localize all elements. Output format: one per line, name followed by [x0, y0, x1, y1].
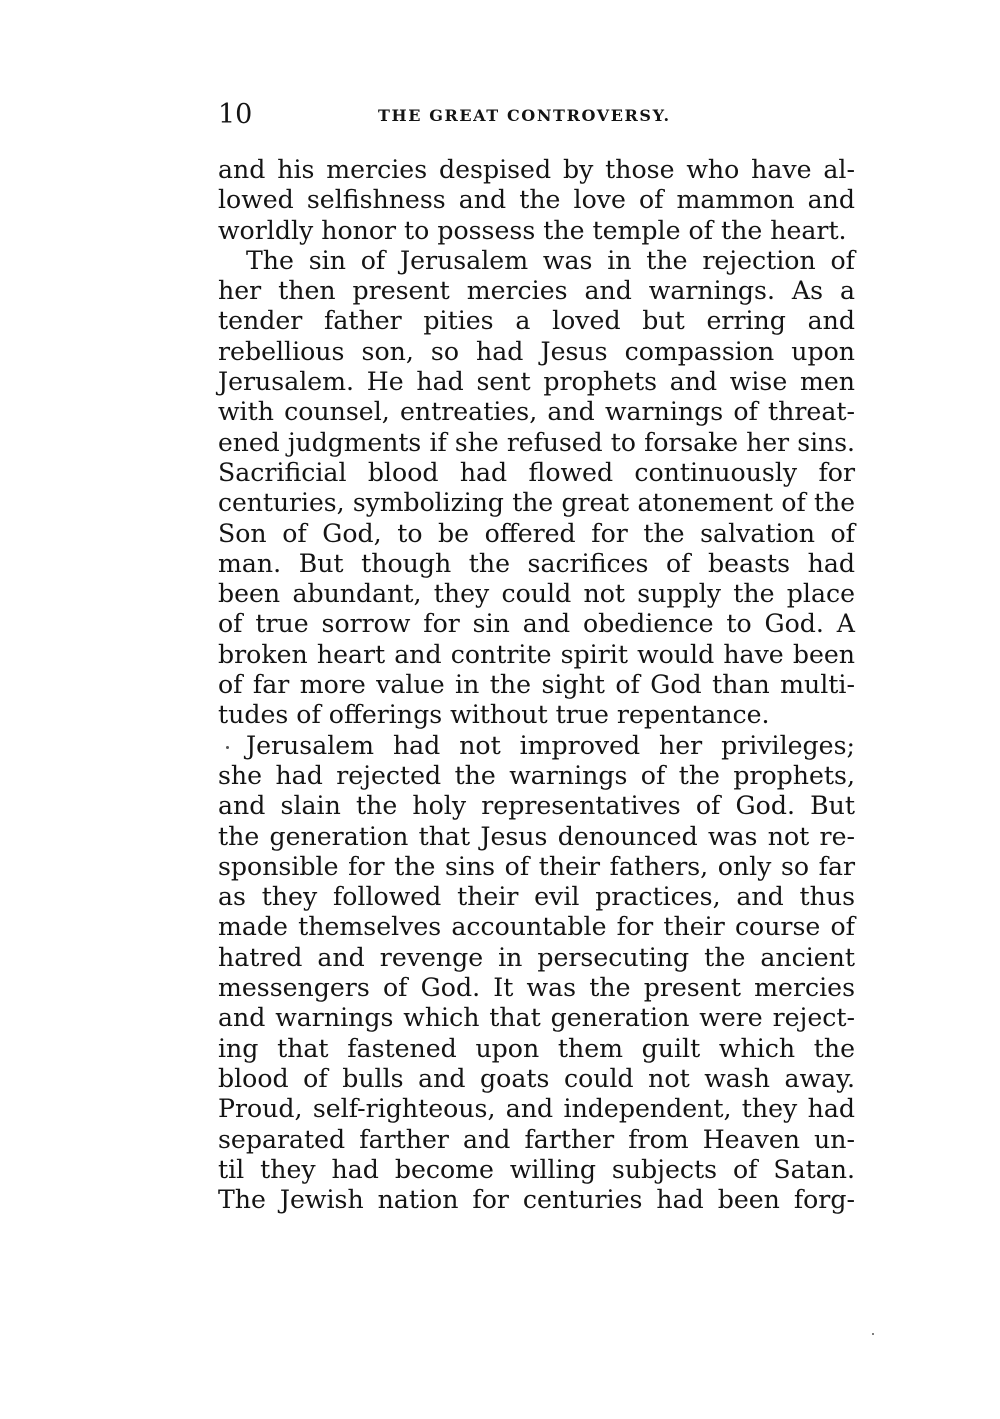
print-speck [872, 1333, 874, 1335]
text-line: separated farther and farther from Heaven un- [218, 1124, 855, 1154]
text-line: ened judgments if she refused to forsake her sins. [218, 427, 855, 457]
text-line: ing that fastened upon them guilt which the [218, 1033, 855, 1063]
text-line: lowed selfishness and the love of mammon and [218, 185, 855, 215]
text-line: Jerusalem. He had sent prophets and wise men [218, 367, 855, 397]
text-line: The Jewish nation for centuries had been forg- [218, 1185, 855, 1215]
text-line: Son of God, to be offered for the salvation of [218, 518, 855, 548]
running-head [218, 98, 855, 132]
text-line: and slain the holy representatives of God. But [218, 791, 855, 821]
text-line: as they followed their evil practices, and thus [218, 882, 855, 912]
text-line: centuries, symbolizing the great atonement of the [218, 488, 855, 518]
text-line: broken heart and contrite spirit would have been [218, 639, 855, 669]
text-line: Proud, self-righteous, and independent, they had [218, 1094, 855, 1124]
text-line: tender father pities a loved but erring and [218, 306, 855, 336]
text-line: made themselves accountable for their course of [218, 912, 855, 942]
book-title: THE GREAT CONTROVERSY. [378, 106, 671, 125]
text-line: rebellious son, so had Jesus compassion upon [218, 336, 855, 366]
text-line: til they had become willing subjects of Satan. [218, 1154, 855, 1184]
text-line: she had rejected the warnings of the prophets, [218, 760, 855, 790]
text-line: and warnings which that generation were reject- [218, 1003, 855, 1033]
text-line: messengers of God. It was the present mercies [218, 973, 855, 1003]
text-line: Jerusalem had not improved her privileges; [246, 730, 855, 760]
print-speck [226, 746, 229, 749]
text-line: worldly honor to possess the temple of the heart. [218, 215, 847, 245]
text-line: blood of bulls and goats could not wash away. [218, 1063, 855, 1093]
text-line: The sin of Jerusalem was in the rejection of [246, 245, 855, 275]
text-line: sponsible for the sins of their fathers, only so far [218, 851, 855, 881]
body-text [218, 155, 855, 1215]
text-line: the generation that Jesus denounced was not re- [218, 821, 855, 851]
text-line: of true sorrow for sin and obedience to God. A [218, 609, 855, 639]
text-line: been abundant, they could not supply the place [218, 579, 855, 609]
text-line: her then present mercies and warnings. As a [218, 276, 855, 306]
page-number: 10 [218, 99, 253, 130]
text-line: Sacrificial blood had flowed continuously for [218, 457, 855, 487]
text-line: tudes of offerings without true repentance. [218, 700, 770, 730]
text-line: and his mercies despised by those who have al- [218, 155, 855, 184]
text-line: hatred and revenge in persecuting the ancient [218, 942, 855, 972]
text-line: man. But though the sacrifices of beasts had [218, 548, 855, 578]
text-line: of far more value in the sight of God than multi- [218, 670, 855, 700]
text-line: with counsel, entreaties, and warnings of threat- [218, 397, 855, 427]
